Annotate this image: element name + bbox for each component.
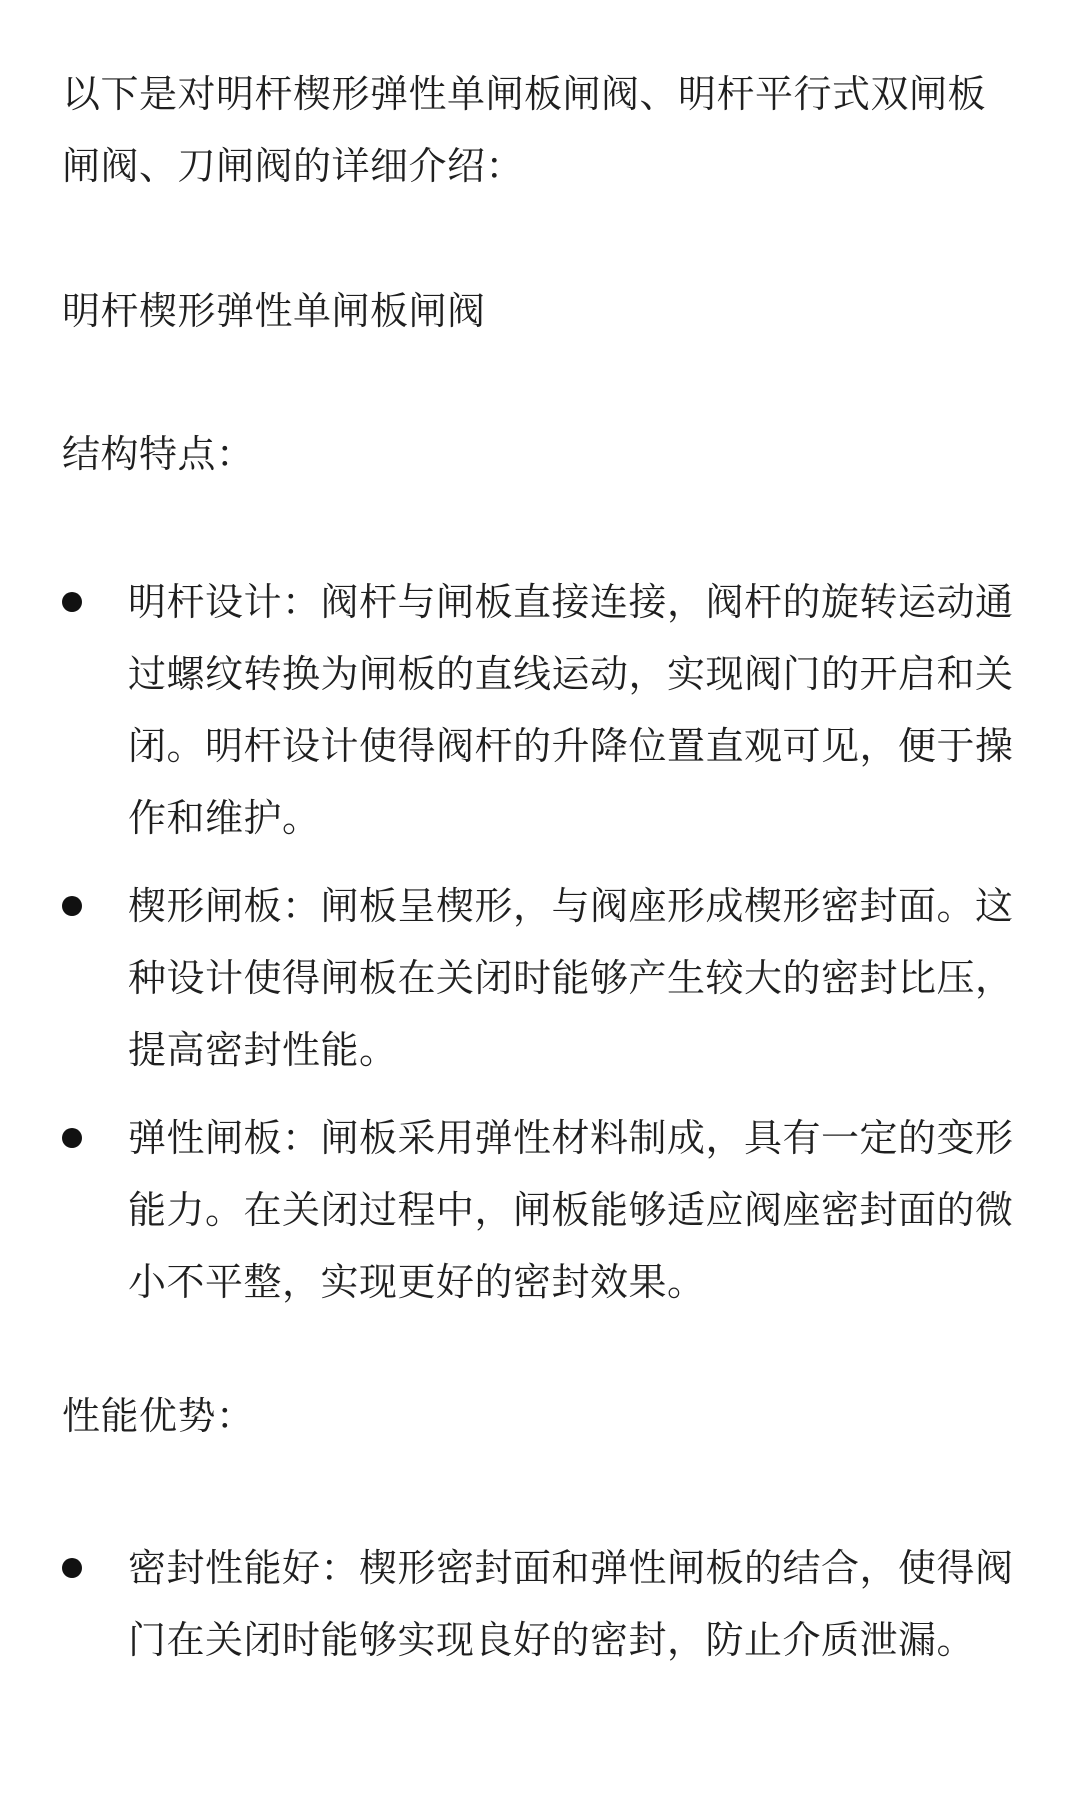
bullet-dot-icon	[62, 1558, 82, 1578]
list-item	[62, 870, 1018, 1086]
list-item	[62, 1102, 1018, 1318]
list-item-text: 弹性闸板：闸板采用弹性材料制成，具有一定的变形能力。在关闭过程中，闸板能够适应阀座密封面的微小不平整，实现更好的密封效果。	[128, 1116, 1014, 1304]
section-title: 明杆楔形弹性单闸板闸阀	[62, 289, 486, 333]
intro-paragraph: 以下是对明杆楔形弹性单闸板闸阀、明杆平行式双闸板闸阀、刀闸阀的详细介绍：	[62, 72, 987, 188]
list-item-text: 楔形闸板：闸板呈楔形，与阀座形成楔形密封面。这种设计使得闸板在关闭时能够产生较大的密封比压，提高密封性能。	[128, 884, 1014, 1072]
list-item	[62, 566, 1018, 854]
bullet-dot-icon	[62, 1128, 82, 1148]
list-item-text: 密封性能好：楔形密封面和弹性闸板的结合，使得阀门在关闭时能够实现良好的密封，防止介质泄漏。	[128, 1546, 1014, 1662]
structure-heading: 结构特点：	[62, 432, 255, 476]
bullet-dot-icon	[62, 896, 82, 916]
advantages-heading: 性能优势：	[62, 1394, 255, 1438]
bullet-dot-icon	[62, 592, 82, 612]
list-item	[62, 1532, 1018, 1676]
list-item-text: 明杆设计：阀杆与闸板直接连接，阀杆的旋转运动通过螺纹转换为闸板的直线运动，实现阀门的开启和关闭。明杆设计使得阀杆的升降位置直观可见，便于操作和维护。	[128, 580, 1014, 840]
